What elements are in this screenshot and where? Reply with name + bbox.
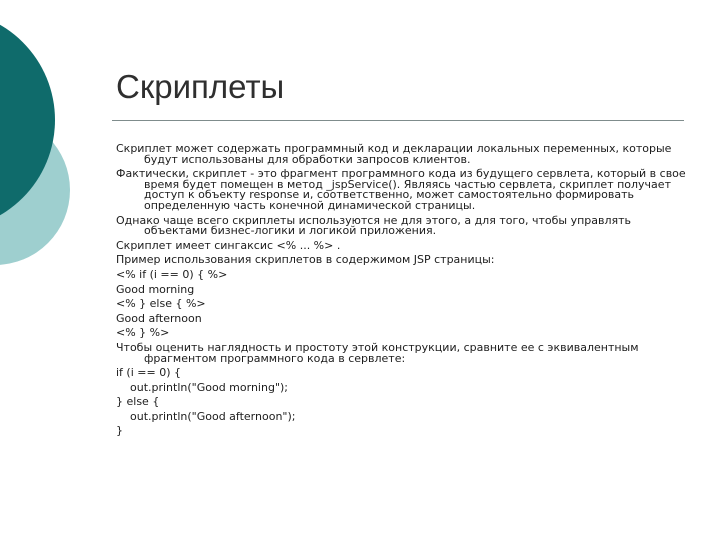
paragraph-business-logic: Однако чаще всего скриплеты используются не для этого, а для того, чтобы управлять объектами бизнес-логики и логикой приложения. <box>116 213 632 238</box>
slide-title: Скриплеты <box>116 68 285 105</box>
paragraph-syntax: Скриплет имеет сингаксис <% ... %> . <box>116 238 341 252</box>
servlet-code-line: out.println("Good afternoon"); <box>116 409 296 423</box>
jsp-code-line: <% } else { %> <box>116 297 206 311</box>
jsp-code-line: <% } %> <box>116 326 170 340</box>
paragraph-example-intro: Пример использования скриплетов в содержимом JSP страницы: <box>116 253 495 267</box>
servlet-code-line: out.println("Good morning"); <box>116 380 288 394</box>
servlet-code-block <box>116 368 688 437</box>
title-divider <box>112 120 684 121</box>
decorative-circles <box>0 0 90 300</box>
paragraph-scriptlet-definition: Скриплет может содержать программный код и декларации локальных переменных, которые будут использованы для обработки запросов клиентов. <box>116 142 672 166</box>
servlet-code-line: } else { <box>116 395 160 409</box>
paragraph-scriptlet-servlet-fragment: Фактически, скриплет - это фрагмент программного кода из будущего сервлета, который в свое время будет помещен в метод _jspService(). Являясь частью сервлета, скриплет получает доступ к объекту response и, соответственно, может самостоятельно формировать определенную часть конечной динамической страницы. <box>116 167 686 212</box>
jsp-code-line: <% if (i == 0) { %> <box>116 267 228 281</box>
paragraph-compare-servlet: Чтобы оценить наглядность и простоту этой конструкции, сравните ее с эквивалентным фрагментом программного кода в сервлете: <box>116 340 639 365</box>
servlet-code-line: if (i == 0) { <box>116 366 181 380</box>
slide-body <box>116 144 688 441</box>
jsp-text-line: Good morning <box>116 282 195 296</box>
jsp-text-line: Good afternoon <box>116 311 202 325</box>
servlet-code-line: } <box>116 424 123 438</box>
